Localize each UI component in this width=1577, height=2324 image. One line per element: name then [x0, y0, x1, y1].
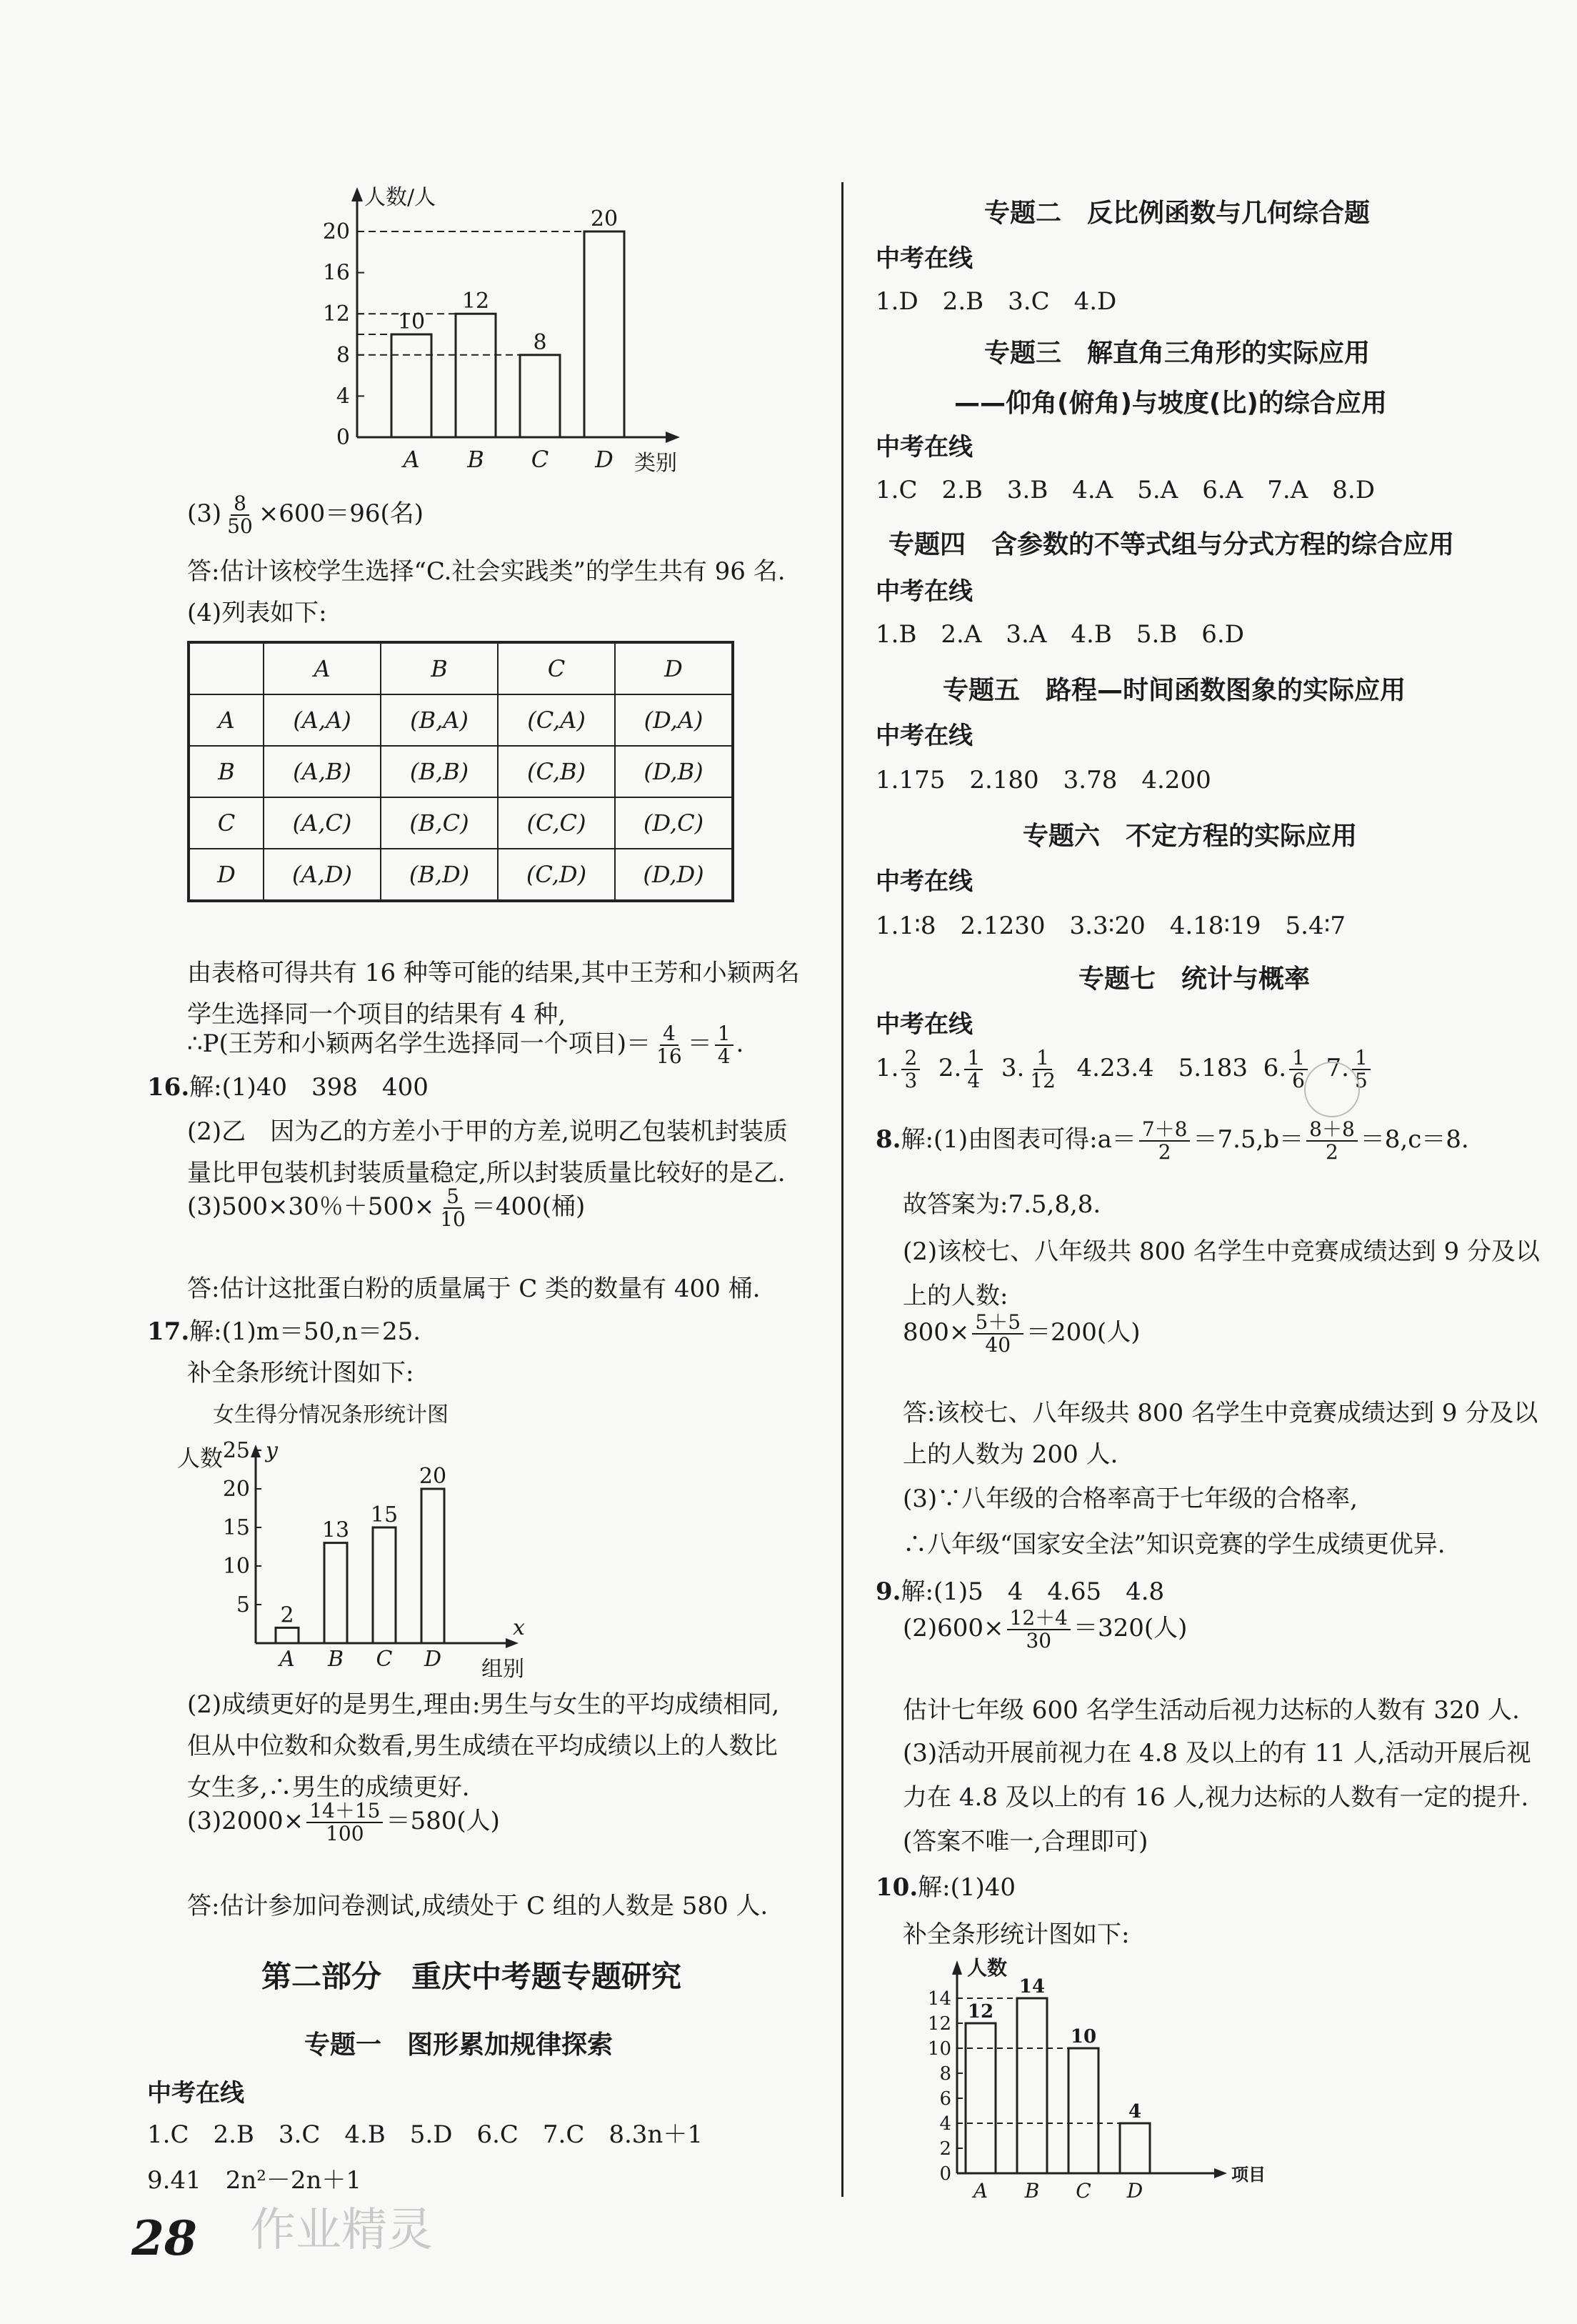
frac-denominator: 10 [440, 1207, 466, 1231]
table-cell: (B,B) [381, 746, 498, 797]
frac-denominator: 50 [227, 514, 253, 538]
ans-7: 7. [1326, 1054, 1349, 1082]
x-axis-letter: x [513, 1615, 525, 1640]
x-tick-label: B [1024, 2179, 1040, 2203]
y-tick-label: 14 [927, 1988, 951, 2010]
q8-part2a: (2)该校七、八年级共 800 名学生中竞赛成绩达到 9 分及以 [903, 1237, 1540, 1266]
frac-denominator: 3 [904, 1069, 918, 1092]
q9-part1 [876, 1576, 1164, 1607]
outcome-table [187, 641, 734, 902]
q8-part3b: ∴八年级“国家安全法”知识竞赛的学生成绩更优异. [903, 1530, 1446, 1559]
topic4-answers: 1.B 2.A 3.A 4.B 5.B 6.D [876, 620, 1244, 649]
q8-p2c-rest: ＝200(人) [1026, 1318, 1141, 1347]
question-number: 16. [147, 1073, 190, 1102]
frac-denominator: 6 [1292, 1069, 1305, 1092]
topic2-subtitle: 中考在线 [876, 244, 973, 273]
chart-category-bar [300, 179, 700, 479]
y-tick-label: 12 [927, 2013, 951, 2035]
value-label: 20 [590, 206, 619, 231]
topic1-subtitle: 中考在线 [147, 2079, 244, 2108]
q15-4-line1: 由表格可得共有 16 种等可能的结果,其中王芳和小颖两名 [187, 959, 800, 987]
q17-p3-fraction [306, 1800, 383, 1845]
q16-part2b: 量比甲包装机封装质量稳定,所以封装质量比较好的是乙. [187, 1159, 786, 1187]
y-tick-label: 10 [927, 2038, 951, 2060]
ans-3: 3. [1001, 1054, 1025, 1082]
frac-numerator: 5＋5 [972, 1312, 1023, 1335]
chart-female-scores [177, 1395, 549, 1687]
frac-numerator: 1 [1352, 1047, 1371, 1070]
table-cell: A [264, 642, 381, 694]
q8-answer-a: 答:该校七、八年级共 800 名学生中竞赛成绩达到 9 分及以 [903, 1399, 1538, 1427]
topic2-title: 专题二 反比例函数与几何综合题 [984, 199, 1371, 228]
ans-6: 6. [1263, 1054, 1287, 1082]
q8-a-fraction [1139, 1119, 1191, 1163]
table-row [189, 642, 733, 694]
frac-numerator: 1 [715, 1023, 734, 1046]
y-tick-label: 4 [336, 384, 350, 409]
y-tick-label: 8 [939, 2063, 951, 2085]
q9-part3c: (答案不唯一,合理即可) [903, 1827, 1148, 1856]
q15-4-probability [187, 1023, 744, 1067]
bar [324, 1543, 347, 1643]
topic3-subtitle: 中考在线 [876, 433, 973, 462]
frac-denominator: 4 [967, 1069, 981, 1092]
q15-3-prefix: (3) [187, 499, 222, 528]
q17-p3-prefix: (3)2000× [187, 1807, 304, 1835]
q15-3-fraction [224, 493, 256, 537]
table-cell: (C,A) [498, 694, 615, 746]
topic5-answers: 1.175 2.180 3.78 4.200 [876, 766, 1211, 794]
q17-part3 [187, 1800, 500, 1845]
x-tick-label: A [973, 2179, 988, 2203]
question-number: 8. [876, 1125, 901, 1154]
x-axis-label: 类别 [634, 451, 677, 476]
x-tick-label: A [279, 1647, 295, 1672]
x-tick-label: D [1126, 2179, 1143, 2203]
table-cell: (D,A) [615, 694, 733, 746]
y-tick-label: 5 [236, 1592, 250, 1617]
ans-2-fraction [964, 1047, 983, 1092]
y-tick-label: 10 [222, 1554, 250, 1579]
table-cell [189, 642, 264, 694]
y-axis-label: 人数 [177, 1445, 224, 1472]
q8-p1-rest: ＝8,c＝8. [1360, 1125, 1469, 1154]
table-cell: B [381, 642, 498, 694]
table-row [189, 746, 733, 797]
table-cell: (C,B) [498, 746, 615, 797]
y-tick-label: 0 [939, 2163, 951, 2185]
frac-denominator: 40 [985, 1333, 1011, 1357]
frac-numerator: 1 [1033, 1047, 1052, 1070]
topic6-answers: 1.1∶8 2.1230 3.3∶20 4.18∶19 5.4∶7 [876, 912, 1346, 940]
topic6-subtitle: 中考在线 [876, 867, 973, 896]
bar [391, 334, 431, 437]
watermark: 作业精灵 [250, 2204, 433, 2257]
value-label: 2 [280, 1602, 294, 1628]
table-cell: (B,A) [381, 694, 498, 746]
bar [1120, 2123, 1150, 2173]
q8-part1b: 故答案为:7.5,8,8. [903, 1190, 1101, 1219]
q16-part1 [147, 1072, 429, 1103]
table-cell: C [189, 797, 264, 849]
chart-title: 女生得分情况条形统计图 [213, 1402, 449, 1427]
y-tick-label: 20 [222, 1477, 250, 1502]
q17-part1b: 补全条形统计图如下: [187, 1359, 414, 1387]
stamp-logo [1286, 1057, 1378, 1122]
q17-answer: 答:估计参加问卷测试,成绩处于 C 组的人数是 580 人. [187, 1892, 769, 1920]
q15-part3 [187, 493, 424, 537]
table-cell: (D,C) [615, 797, 733, 849]
y-axis-letter: y [266, 1438, 278, 1463]
topic4-subtitle: 中考在线 [876, 577, 973, 606]
frac-denominator: 12 [1030, 1069, 1056, 1092]
q8-part2c [903, 1312, 1140, 1356]
y-tick-label: 8 [336, 342, 350, 368]
ans-1: 1. [876, 1054, 899, 1082]
value-label: 13 [321, 1517, 350, 1543]
table-cell: (C,D) [498, 849, 615, 901]
q17-part2c: 女生多,∴男生的成绩更好. [187, 1773, 470, 1802]
y-tick-label: 12 [322, 301, 350, 327]
topic1-answers-1: 1.C 2.B 3.C 4.B 5.D 6.C 7.C 8.3n＋1 [147, 2120, 703, 2149]
q9-part3b: 力在 4.8 及以上的有 16 人,视力达标的人数有一定的提升. [903, 1783, 1529, 1812]
value-label: 10 [397, 309, 426, 334]
y-tick-label: 0 [336, 425, 350, 450]
frac-numerator: 5 [444, 1186, 462, 1209]
frac-numerator: 1 [964, 1047, 983, 1070]
table-cell: (D,D) [615, 849, 733, 901]
bar [1017, 1998, 1047, 2173]
question-number: 10. [876, 1873, 918, 1902]
q8-p2c-fraction [972, 1312, 1023, 1356]
x-tick-label: D [424, 1647, 442, 1672]
right-column [843, 0, 1577, 2324]
q9-p1-text: 解:(1)5 4 4.65 4.8 [901, 1577, 1165, 1606]
y-tick-label: 20 [322, 219, 350, 244]
question-number: 9. [876, 1577, 901, 1606]
y-axis-label: 人数/人 [364, 185, 436, 210]
frac-denominator: 16 [656, 1044, 682, 1068]
x-tick-label: C [376, 1647, 393, 1672]
table-cell: (A,D) [264, 849, 381, 901]
y-tick-label: 16 [322, 260, 350, 286]
q10-p1-text: 解:(1)40 [918, 1873, 1016, 1902]
table-cell: (C,C) [498, 797, 615, 849]
prob-end: . [736, 1029, 744, 1058]
value-label: 8 [533, 329, 547, 355]
y-tick-label: 2 [939, 2138, 951, 2160]
q8-p1-mid: ＝7.5,b＝ [1193, 1125, 1304, 1154]
part2-title: 第二部分 重庆中考题专题研究 [261, 1959, 682, 1994]
x-axis-label: 组别 [481, 1657, 524, 1682]
prob-fraction-1 [654, 1023, 685, 1067]
bar [966, 2023, 996, 2173]
q9-p2-prefix: (2)600× [903, 1614, 1004, 1642]
topic7-title: 专题七 统计与概率 [1078, 964, 1311, 994]
bar [456, 314, 496, 437]
q16-part2a: (2)乙 因为乙的方差小于甲的方差,说明乙包装机封装质 [187, 1117, 788, 1146]
bar [520, 355, 560, 437]
bar [584, 231, 624, 437]
q8-b-fraction [1306, 1119, 1358, 1163]
q16-p3-fraction [437, 1186, 469, 1230]
q9-part2 [903, 1607, 1187, 1652]
table-row [189, 849, 733, 901]
frac-denominator: 2 [1158, 1140, 1171, 1164]
topic7-subtitle: 中考在线 [876, 1010, 973, 1039]
q10-part1 [876, 1872, 1016, 1903]
table-cell: D [615, 642, 733, 694]
q16-p1-text: 解:(1)40 398 400 [189, 1073, 429, 1102]
q15-3-rest: ×600＝96(名) [258, 499, 424, 528]
q9-p2-fraction [1007, 1607, 1071, 1652]
topic3-title2: ——仰角(俯角)与坡度(比)的综合应用 [954, 389, 1387, 418]
ans-4-5: 4.23.4 5.183 [1076, 1054, 1248, 1082]
frac-numerator: 7＋8 [1139, 1119, 1191, 1142]
frac-denominator: 4 [717, 1044, 731, 1068]
q16-part3 [187, 1186, 585, 1230]
prob-equals: ＝ [687, 1029, 712, 1058]
q17-p1-text: 解:(1)m＝50,n＝25. [189, 1317, 421, 1346]
x-tick-label: C [1076, 2179, 1091, 2203]
frac-numerator: 1 [1289, 1047, 1308, 1070]
table-cell: A [189, 694, 264, 746]
page-number: 28 [131, 2210, 197, 2266]
frac-denominator: 5 [1355, 1069, 1368, 1092]
q17-part2b: 但从中位数和众数看,男生成绩在平均成绩以上的人数比 [187, 1732, 778, 1760]
topic3-title: 专题三 解直角三角形的实际应用 [984, 339, 1371, 368]
x-tick-label: C [531, 446, 549, 473]
table-cell: (A,A) [264, 694, 381, 746]
q17-part1 [147, 1316, 421, 1347]
table-row [189, 694, 733, 746]
table-cell: B [189, 746, 264, 797]
value-label: 12 [461, 289, 490, 314]
y-tick-label: 25 [222, 1438, 250, 1463]
q16-answer: 答:估计这批蛋白粉的质量属于 C 类的数量有 400 桶. [187, 1275, 761, 1303]
x-tick-label: D [595, 446, 614, 473]
x-axis-arrow [666, 432, 680, 443]
x-axis-label: 项目 [1231, 2164, 1266, 2185]
value-label: 10 [1070, 2026, 1097, 2048]
q8-p2c-prefix: 800× [903, 1318, 970, 1347]
y-axis-arrow [952, 1960, 962, 1975]
q9-part3a: (3)活动开展前视力在 4.8 及以上的有 11 人,活动开展后视 [903, 1739, 1531, 1767]
table-cell: D [189, 849, 264, 901]
frac-denominator: 100 [326, 1822, 364, 1845]
topic3-answers: 1.C 2.B 3.B 4.A 5.A 6.A 7.A 8.D [876, 476, 1375, 504]
ans-2: 2. [938, 1054, 962, 1082]
x-axis-arrow [1214, 2168, 1227, 2178]
chart-project-bar [886, 1950, 1286, 2208]
frac-numerator: 8 [231, 493, 249, 516]
frac-numerator: 8＋8 [1306, 1119, 1358, 1142]
q17-part2a: (2)成绩更好的是男生,理由:男生与女生的平均成绩相同, [187, 1690, 780, 1719]
frac-numerator: 12＋4 [1007, 1607, 1071, 1630]
y-tick-label: 6 [939, 2088, 951, 2110]
q9-part2b: 估计七年级 600 名学生活动后视力达标的人数有 320 人. [903, 1696, 1520, 1725]
topic2-answers: 1.D 2.B 3.C 4.D [876, 287, 1117, 316]
bar [421, 1489, 444, 1643]
q16-p3-rest: ＝400(桶) [471, 1192, 586, 1221]
y-tick-label: 4 [939, 2113, 951, 2135]
table-cell: (B,D) [381, 849, 498, 901]
frac-numerator: 2 [901, 1047, 920, 1070]
frac-numerator: 4 [660, 1023, 679, 1046]
prob-fraction-2 [715, 1023, 734, 1067]
q8-answer-b: 上的人数为 200 人. [903, 1440, 1118, 1469]
topic4-title: 专题四 含参数的不等式组与分式方程的综合应用 [888, 530, 1455, 559]
topic5-subtitle: 中考在线 [876, 722, 973, 750]
q15-4-line2: 学生选择同一个项目的结果有 4 种, [187, 1000, 566, 1029]
question-number: 17. [147, 1317, 190, 1346]
q16-p3-prefix: (3)500×30％＋500× [187, 1192, 435, 1221]
x-tick-label: B [467, 446, 484, 473]
q17-p3-rest: ＝580(人) [386, 1807, 500, 1835]
frac-denominator: 2 [1326, 1140, 1338, 1164]
prob-prefix: ∴P(王芳和小颖两名学生选择同一个项目)＝ [187, 1029, 651, 1058]
value-label: 15 [370, 1502, 399, 1527]
q15-4-intro: (4)列表如下: [187, 599, 327, 627]
y-tick-label: 15 [222, 1515, 250, 1540]
stamp-circle [1305, 1062, 1359, 1117]
table-cell: (A,C) [264, 797, 381, 849]
value-label: 20 [419, 1464, 447, 1489]
frac-numerator: 14＋15 [306, 1800, 383, 1823]
q9-p2-rest: ＝320(人) [1073, 1614, 1188, 1642]
q8-part1 [876, 1119, 1469, 1163]
x-tick-label: A [403, 446, 420, 473]
q8-p1-prefix: 解:(1)由图表可得:a＝ [901, 1125, 1136, 1154]
value-label: 12 [967, 2001, 994, 2023]
topic1-answers-2: 9.41 2n²－2n＋1 [147, 2166, 362, 2195]
value-label: 4 [1128, 2101, 1142, 2123]
q15-3-answer: 答:估计该校学生选择“C.社会实践类”的学生共有 96 名. [187, 557, 786, 586]
x-tick-label: B [327, 1647, 344, 1672]
topic6-title: 专题六 不定方程的实际应用 [1023, 822, 1358, 851]
value-label: 14 [1018, 1976, 1046, 1998]
ans-3-fraction [1027, 1047, 1058, 1092]
table-cell: (B,C) [381, 797, 498, 849]
table-row [189, 797, 733, 849]
y-axis-label: 人数 [967, 1956, 1008, 1980]
bar [1068, 2048, 1098, 2173]
topic5-title: 专题五 路程—时间函数图象的实际应用 [943, 676, 1406, 705]
ans-1-fraction [901, 1047, 920, 1092]
bar [276, 1627, 299, 1643]
table-cell: (A,B) [264, 746, 381, 797]
frac-denominator: 30 [1026, 1629, 1052, 1652]
table-cell: (D,B) [615, 746, 733, 797]
table-cell: C [498, 642, 615, 694]
q8-part3a: (3)∵八年级的合格率高于七年级的合格率, [903, 1485, 1358, 1513]
q8-part2b: 上的人数: [903, 1282, 1008, 1310]
bar [373, 1527, 396, 1643]
q10-part1b: 补全条形统计图如下: [903, 1920, 1130, 1949]
topic1-title: 专题一 图形累加规律探索 [304, 2030, 614, 2060]
y-axis-arrow [351, 187, 363, 201]
